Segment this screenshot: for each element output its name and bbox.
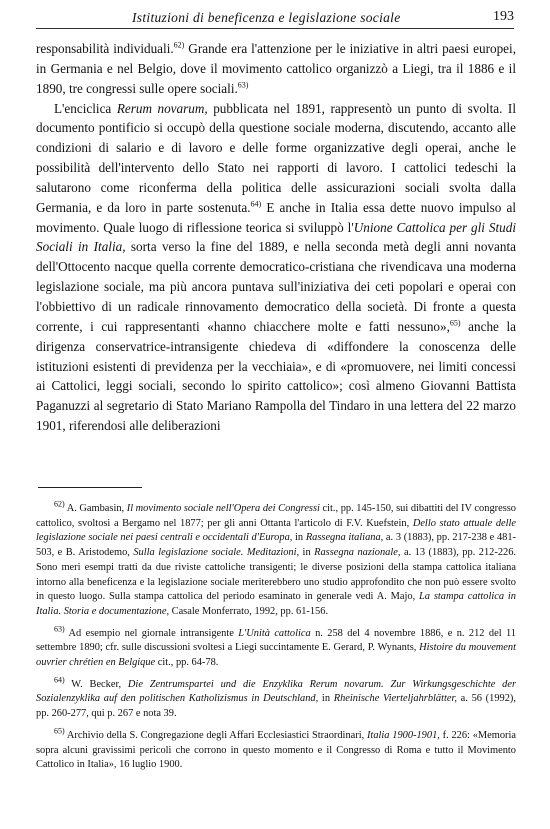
paragraph <box>36 99 516 436</box>
footnote <box>36 624 517 671</box>
note-reference: 63) <box>237 80 249 90</box>
note-reference: 62) <box>54 499 65 509</box>
text-run: a. 13 (1883), pp. 212-226. Sono meri esempi tratti da due riviste cattoliche transigenti; le diverse posizioni della stampa cattolica italiana intorno alla beneficenza e la legislazione sociale meriterebbero uno studio approfondito che non può essere svolto in questo luogo. Sulla stampa cattolica del periodo esaminato in generale vedi A. Majo, <box>36 547 517 603</box>
running-header <box>36 6 514 29</box>
text-run: cit., pp. 145-150, sui dibattiti del IV congresso cattolico, svoltosi a Bergamo nel 1877; per gli anni Ottanta l'articolo di F.V. Kuefstein, <box>36 503 516 529</box>
italic-text: La stampa cattolica in Italia. Storia e documentazione, <box>36 591 516 617</box>
main-text <box>36 39 516 436</box>
footnote <box>36 726 516 773</box>
text-run: Grande era l'attenzione per le iniziative in altri paesi europei, in Germania e nel Belgio, dove il movimento cattolico organizzò a Liegi, tra il 1886 e il 1890, tre congressi sulle opere sociali. <box>36 41 516 96</box>
paragraph <box>36 39 516 99</box>
italic-text: L'Unità cattolica <box>238 627 311 639</box>
text-run: n. 258 del 4 novembre 1886, e n. 212 del 11 settembre 1890; cfr. sulle discussioni svoltesi a Liegi succintamente E. Gerard, P. Wynants, <box>36 627 516 654</box>
footnote <box>36 675 516 722</box>
italic-text: Il movimento sociale nell'Opera dei Congressi <box>126 503 320 514</box>
text-run: Casale Monferrato, 1992, pp. 61-156. <box>169 605 329 617</box>
note-reference: 65) <box>449 318 461 328</box>
note-reference: 64) <box>54 675 65 685</box>
italic-text: Sulla legislazione sociale. Meditazioni, <box>133 547 300 559</box>
text-run: cit., pp. 64-78. <box>155 657 219 669</box>
italic-text: Die Zentrumspartei und die Enzyklika Rerum novarum. Zur Wirkungsgeschichte der Sozialenzyklika auf den politischen Katholizismus in Deutschland, <box>36 678 516 705</box>
text-run: pubblicata nel 1891, rappresentò un punto di svolta. Il documento pontificio si occupò della questione sociale moderna, discutendo, accanto alle condizioni di salario e di lavoro e delle forme organizzative degli operai, anche le possibilità dell'intervento dello Stato nei rapporti di lavoro. I cattolici tedeschi la salutarono come riconferma della politica delle assicurazioni sociali svolta dalla Germania, e da loro in parte sostenuta. <box>36 100 516 215</box>
footnote <box>36 499 517 620</box>
text-run: anche la dirigenza conservatrice-intransigente chiedeva di «diffondere la conoscenza delle istituzioni esistenti di previdenza per la vecchiaia», e di «promuovere, nei limiti concessi ai Cattolici, leggi sociali, secondo lo spirito cattolico»; così almeno Giovanni Battista Paganuzzi al segretario di Stato Mariano Rampolla del Tindaro in una lettera del 22 marzo 1901, riferendosi alle deliberazioni <box>36 318 517 434</box>
note-reference: 64) <box>250 199 262 209</box>
italic-text: Unione Cattolica per gli Studi Sociali in Italia, <box>36 219 516 255</box>
italic-text: Histoire du mouvement ouvrier chrétien en Belgique <box>36 642 517 669</box>
italic-text: Dello stato attuale delle legislazione sociale nei paesi centrali e occidentali d'Europa, <box>36 517 517 544</box>
text-run: in <box>318 693 334 705</box>
text-run: a. 56 (1992), pp. 260-277, qui p. 267 e nota 39. <box>36 693 516 720</box>
text-run: sorta verso la fine del 1889, e nella seconda metà degli anni novanta dell'Ottocento nacque quella corrente democratico-cristiana che rivendicava una moderna legislazione sociale, ma più ancora puntava sull'iniziativa dei ceti popolari e operai con l'obbiettivo di un radicale rinnovamento democratico della società. Di fronte a questa corrente, i cui rappresentanti «hanno chiacchere molte e fatti nessuno», <box>36 239 516 334</box>
text-run: W. Becker, <box>64 678 128 690</box>
text-run: Archivio della S. Congregazione degli Affari Ecclesiastici Straordinari, <box>64 729 367 741</box>
text-run: a. 3 (1883), pp. 217-238 e 481-503, e B. Aristodemo, <box>36 532 516 559</box>
italic-text: Rheinische Vierteljahrblätter, <box>333 693 457 705</box>
note-reference: 63) <box>54 624 65 634</box>
text-run: responsabilità individuali. <box>36 41 174 56</box>
text-run: f. 226: «Memoria sopra alcuni gravissimi pericoli che corrono in questo momento e il Congresso di Roma e tutto il Movimento Cattolico in Italia», 16 luglio 1900. <box>36 729 516 771</box>
text-run: Ad esempio nel giornale intransigente <box>64 627 239 639</box>
text-run: A. Gambasin, <box>64 503 127 514</box>
italic-text: Italia 1900-1901, <box>366 729 440 741</box>
footnotes <box>36 499 517 780</box>
italic-text: Rassegna nazionale, <box>314 547 401 559</box>
text-run: E anche in Italia essa dette nuovo impulso al movimento. Quale luogo di riflessione teorica si sviluppò l' <box>36 199 516 235</box>
text-run: in <box>299 547 315 559</box>
note-reference: 62) <box>173 40 185 50</box>
italic-text: Rassegna italiana, <box>305 532 384 544</box>
note-reference: 65) <box>54 726 65 736</box>
running-title: Istituzioni di beneficenza e legislazione sociale <box>132 10 401 25</box>
footnote-separator <box>38 487 142 488</box>
text-run: L'enciclica <box>54 100 117 116</box>
page-number: 193 <box>493 9 514 24</box>
italic-text: Rerum novarum, <box>116 100 208 116</box>
text-run: in <box>292 532 306 544</box>
